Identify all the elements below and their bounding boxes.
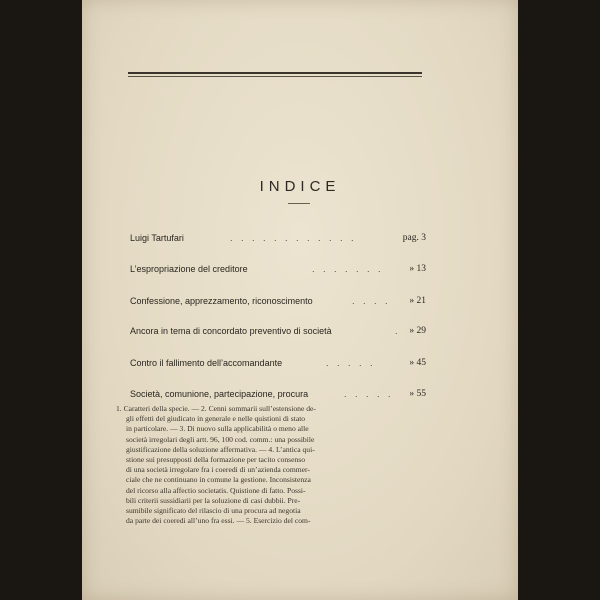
toc-leader-dots: . . . . . . . . . . . . (230, 233, 357, 243)
abstract-line: sumibile significato del rilascio di una procura ad negotia (126, 505, 301, 515)
toc-page-ref: » 55 (409, 389, 426, 399)
header-rule-thin (128, 76, 422, 77)
abstract-line: in particolare. — 3. Di nuovo sulla applicabilità o meno alle (126, 424, 309, 434)
abstract-line: da parte dei coeredi all’uno fra essi. — 5. Esercizio del com- (126, 516, 311, 526)
toc-page-ref: pag. 3 (402, 233, 426, 243)
toc-entry-3 (130, 296, 426, 310)
toc-page-ref: » 29 (409, 326, 426, 336)
toc-entry-label: L’espropriazione del creditore (130, 264, 248, 274)
toc-leader-dots: . (395, 326, 401, 336)
toc-leader-dots: . . . . . . . (312, 264, 384, 274)
toc-entry-label: Luigi Tartufari (130, 233, 184, 243)
toc-page-ref: » 45 (409, 358, 426, 368)
abstract-line: gli effetti del giudicato in generale e nelle quistioni di stato (126, 414, 306, 424)
abstract-line: di una società irregolare fra i coeredi di un’azienda commer- (126, 465, 310, 475)
abstract-line: ciale che ne continuano in comune la gestione. Inconsistenza (126, 475, 311, 485)
toc-entry-label: Ancora in tema di concordato preventivo di società (130, 326, 332, 336)
toc-leader-dots: . . . . . (344, 389, 394, 399)
toc-entry-5 (130, 358, 426, 372)
abstract-line: società irregolari degli artt. 96, 100 cod. comm.: una possibile (126, 434, 315, 444)
index-title: INDICE (259, 178, 341, 195)
toc-entry-label: Contro il fallimento dell’accomandante (130, 358, 283, 368)
abstract-line: giustificazione della soluzione affermativa. — 4. L’antica qui- (126, 444, 315, 454)
abstract-line: del ricorso alla affectio societatis. Quistione di fatto. Possi- (126, 485, 306, 495)
book-page (82, 0, 518, 600)
toc-entry-6 (130, 389, 426, 403)
title-underline (288, 203, 310, 204)
toc-leader-dots: . . . . (352, 296, 391, 306)
entry-abstract (116, 404, 430, 526)
toc-entry-4 (130, 326, 426, 340)
toc-page-ref: » 13 (409, 264, 426, 274)
toc-entry-1 (130, 233, 426, 247)
toc-page-ref: » 21 (409, 296, 426, 306)
toc-entry-label: Confessione, apprezzamento, riconoscimento (130, 296, 313, 306)
abstract-line: stione sui presupposti della formazione per tacito consenso (126, 454, 306, 464)
toc-entry-2 (130, 264, 426, 278)
abstract-line: bili criterii sussidiarii per la soluzione di casi dubbii. Pre- (126, 495, 301, 505)
toc-leader-dots: . . . . . (326, 358, 376, 368)
header-rule-thick (128, 72, 422, 74)
toc-entry-label: Società, comunione, partecipazione, procura (130, 389, 309, 399)
abstract-line: 1. Caratteri della specie. — 2. Cenni sommarii sull’estensione de- (116, 404, 316, 413)
